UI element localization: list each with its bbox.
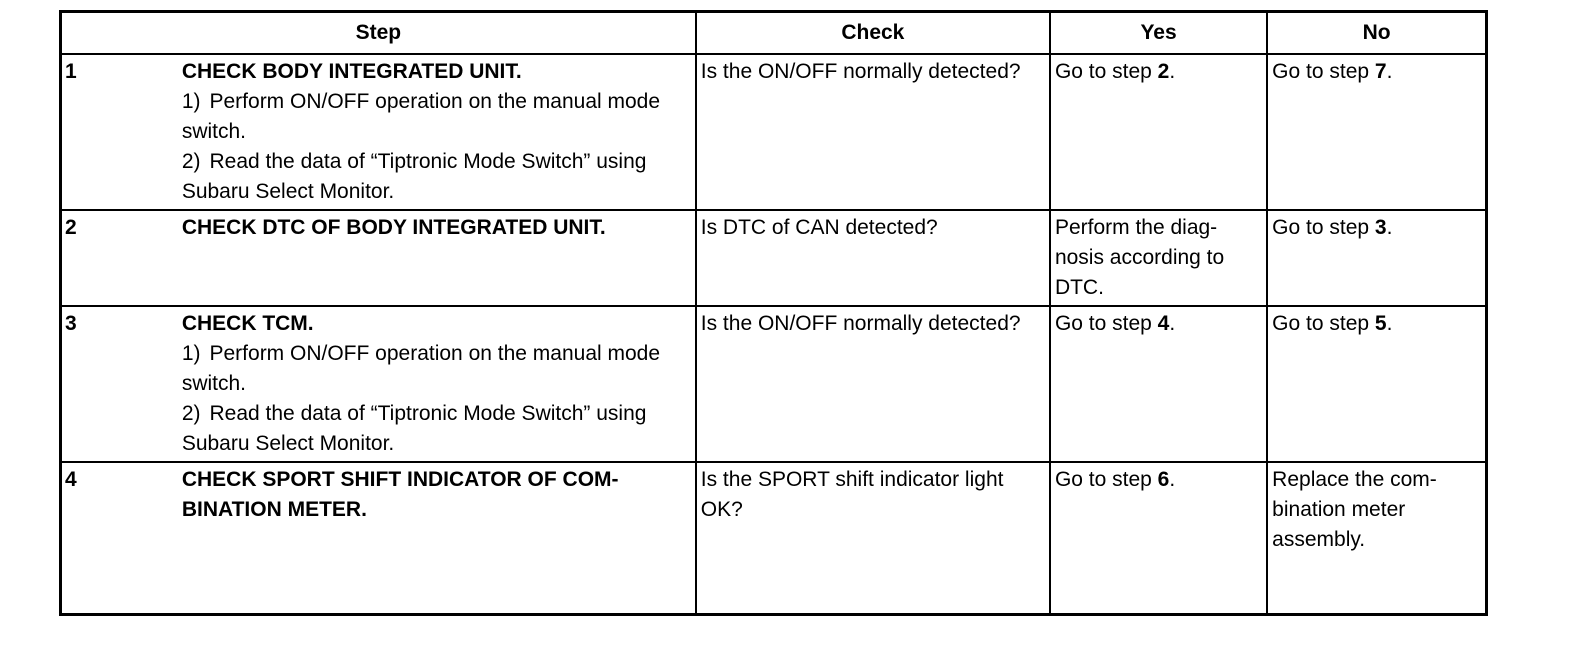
table-header-row <box>61 12 1487 55</box>
step-item-text: Read the data of “Tiptronic Mode Switch” using Subaru Select Monitor. <box>181 150 647 203</box>
no-prefix: Go to step <box>1272 216 1375 239</box>
no-cell <box>1267 306 1486 462</box>
step-item-text: Perform ON/OFF operation on the manual mode switch. <box>181 342 661 395</box>
table-row <box>61 462 1487 615</box>
check-cell: Is the ON/OFF normally detected? <box>696 306 1050 462</box>
step-title: CHECK TCM. <box>181 312 314 335</box>
yes-step-number: 4 <box>1157 312 1170 335</box>
step-title: CHECK DTC OF BODY INTEGRATED UNIT. <box>181 216 606 239</box>
header-check: Check <box>696 12 1050 55</box>
no-step-number: 3 <box>1374 216 1387 239</box>
yes-prefix: Go to step <box>1054 312 1158 335</box>
step-item-text: Read the data of “Tiptronic Mode Switch” using Subaru Select Monitor. <box>181 402 647 455</box>
yes-prefix: Go to step <box>1054 60 1158 83</box>
yes-step-number: 2 <box>1157 60 1170 83</box>
no-cell <box>1267 54 1486 210</box>
no-suffix: . <box>1386 312 1393 335</box>
no-suffix: . <box>1386 216 1393 239</box>
step-item <box>182 339 693 399</box>
no-prefix: Go to step <box>1272 60 1375 83</box>
no-cell <box>1267 210 1486 306</box>
step-description <box>176 210 696 306</box>
step-item <box>182 399 693 459</box>
check-cell: Is DTC of CAN detected? <box>696 210 1050 306</box>
step-item-number: 1) <box>181 342 201 365</box>
step-item <box>182 147 693 207</box>
no-step-number: 5 <box>1374 312 1387 335</box>
step-description <box>176 54 696 210</box>
table-row <box>61 306 1487 462</box>
step-item-text: Perform ON/OFF operation on the manual mode switch. <box>181 90 661 143</box>
yes-cell: Perform the diag-nosis according to DTC. <box>1050 210 1267 306</box>
check-cell: Is the ON/OFF normally detected? <box>696 54 1050 210</box>
step-title: CHECK SPORT SHIFT INDICATOR OF COM-BINATION METER. <box>181 468 619 521</box>
table-row <box>61 54 1487 210</box>
yes-suffix: . <box>1169 312 1176 335</box>
yes-step-number: 6 <box>1157 468 1170 491</box>
no-suffix: . <box>1386 60 1393 83</box>
step-item-number: 2) <box>181 150 201 173</box>
yes-cell <box>1050 462 1267 615</box>
yes-suffix: . <box>1169 468 1176 491</box>
step-title: CHECK BODY INTEGRATED UNIT. <box>181 60 522 83</box>
step-number: 3 <box>61 306 176 462</box>
yes-prefix: Go to step <box>1054 468 1158 491</box>
diagnostic-procedure-table <box>59 10 1488 616</box>
header-step: Step <box>61 12 696 55</box>
no-cell: Replace the com-bination meter assembly. <box>1267 462 1486 615</box>
yes-suffix: . <box>1169 60 1176 83</box>
step-description <box>176 462 696 615</box>
step-description <box>176 306 696 462</box>
step-item <box>182 87 693 147</box>
step-number: 4 <box>61 462 176 615</box>
header-no: No <box>1267 12 1486 55</box>
no-prefix: Go to step <box>1272 312 1375 335</box>
step-item-number: 1) <box>181 90 201 113</box>
step-item-number: 2) <box>181 402 201 425</box>
yes-cell <box>1050 54 1267 210</box>
yes-cell <box>1050 306 1267 462</box>
step-number: 2 <box>61 210 176 306</box>
table-row <box>61 210 1487 306</box>
no-step-number: 7 <box>1374 60 1387 83</box>
step-number: 1 <box>61 54 176 210</box>
header-yes: Yes <box>1050 12 1267 55</box>
check-cell: Is the SPORT shift indicator light OK? <box>696 462 1050 615</box>
